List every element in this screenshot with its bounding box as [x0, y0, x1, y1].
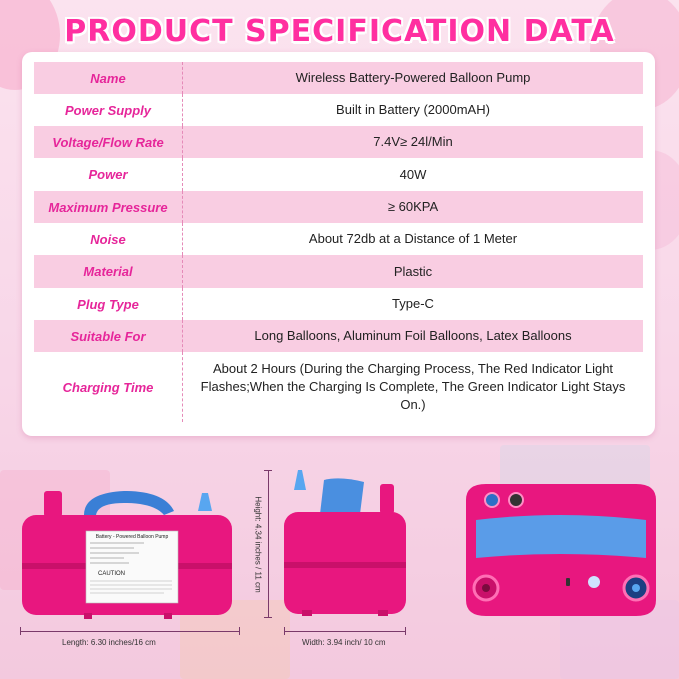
- spec-row-suitable-for: [34, 320, 643, 352]
- spec-row-pressure: [34, 191, 643, 223]
- spec-row-material: [34, 255, 643, 288]
- specification-table: [34, 62, 643, 422]
- spec-value: ≥ 60KPA: [183, 191, 644, 223]
- spec-row-voltage: [34, 126, 643, 158]
- spec-key: Power: [34, 158, 183, 191]
- spec-key: Plug Type: [34, 288, 183, 320]
- spec-value: About 2 Hours (During the Charging Process, The Red Indicator Light Flashes;When the Charging Is Complete, The Green Indicator Light Stays On.): [183, 352, 644, 422]
- spec-row-power: [34, 158, 643, 191]
- spec-value: Wireless Battery-Powered Balloon Pump: [183, 62, 644, 94]
- spec-key: Name: [34, 62, 183, 94]
- spec-row-noise: [34, 223, 643, 255]
- width-dimension-cap: [405, 627, 406, 635]
- spec-key: Material: [34, 255, 183, 288]
- spec-value: Type-C: [183, 288, 644, 320]
- spec-value: 40W: [183, 158, 644, 191]
- spec-row-charging-time: [34, 352, 643, 422]
- spec-key: Noise: [34, 223, 183, 255]
- spec-value: Long Balloons, Aluminum Foil Balloons, Latex Balloons: [183, 320, 644, 352]
- length-dimension-line: [20, 631, 240, 632]
- spec-key: Maximum Pressure: [34, 191, 183, 223]
- spec-row-plug-type: [34, 288, 643, 320]
- product-label-title: Battery - Powered Balloon Pump: [95, 534, 169, 540]
- spec-value: 7.4V≥ 24l/Min: [183, 126, 644, 158]
- spec-key: Power Supply: [34, 94, 183, 126]
- spec-key: Charging Time: [34, 352, 183, 422]
- page-title: PRODUCT SPECIFICATION DATA: [64, 14, 615, 49]
- length-dimension-cap: [20, 627, 21, 635]
- spec-key: Suitable For: [34, 320, 183, 352]
- height-dimension-label: Height: 4.34 inches / 11 cm: [253, 496, 263, 593]
- spec-value: Built in Battery (2000mAH): [183, 94, 644, 126]
- spec-key: Voltage/Flow Rate: [34, 126, 183, 158]
- width-dimension-line: [284, 631, 406, 632]
- spec-value: About 72db at a Distance of 1 Meter: [183, 223, 644, 255]
- spec-row-power-supply: [34, 94, 643, 126]
- height-dimension-cap: [264, 617, 272, 618]
- width-dimension-cap: [284, 627, 285, 635]
- pump-top-illustration: [456, 480, 666, 620]
- spec-value: Plastic: [183, 255, 644, 288]
- pump-front-illustration: [14, 475, 242, 625]
- length-dimension-cap: [239, 627, 240, 635]
- width-dimension-label: Width: 3.94 inch/ 10 cm: [302, 638, 386, 647]
- pump-side-illustration: [280, 470, 410, 620]
- spec-row-name: [34, 62, 643, 94]
- specification-card: [22, 52, 655, 436]
- length-dimension-label: Length: 6.30 inches/16 cm: [62, 638, 156, 647]
- height-dimension-cap: [264, 470, 272, 471]
- product-label-caution: CAUTION: [98, 571, 125, 577]
- height-dimension-line: [268, 470, 269, 618]
